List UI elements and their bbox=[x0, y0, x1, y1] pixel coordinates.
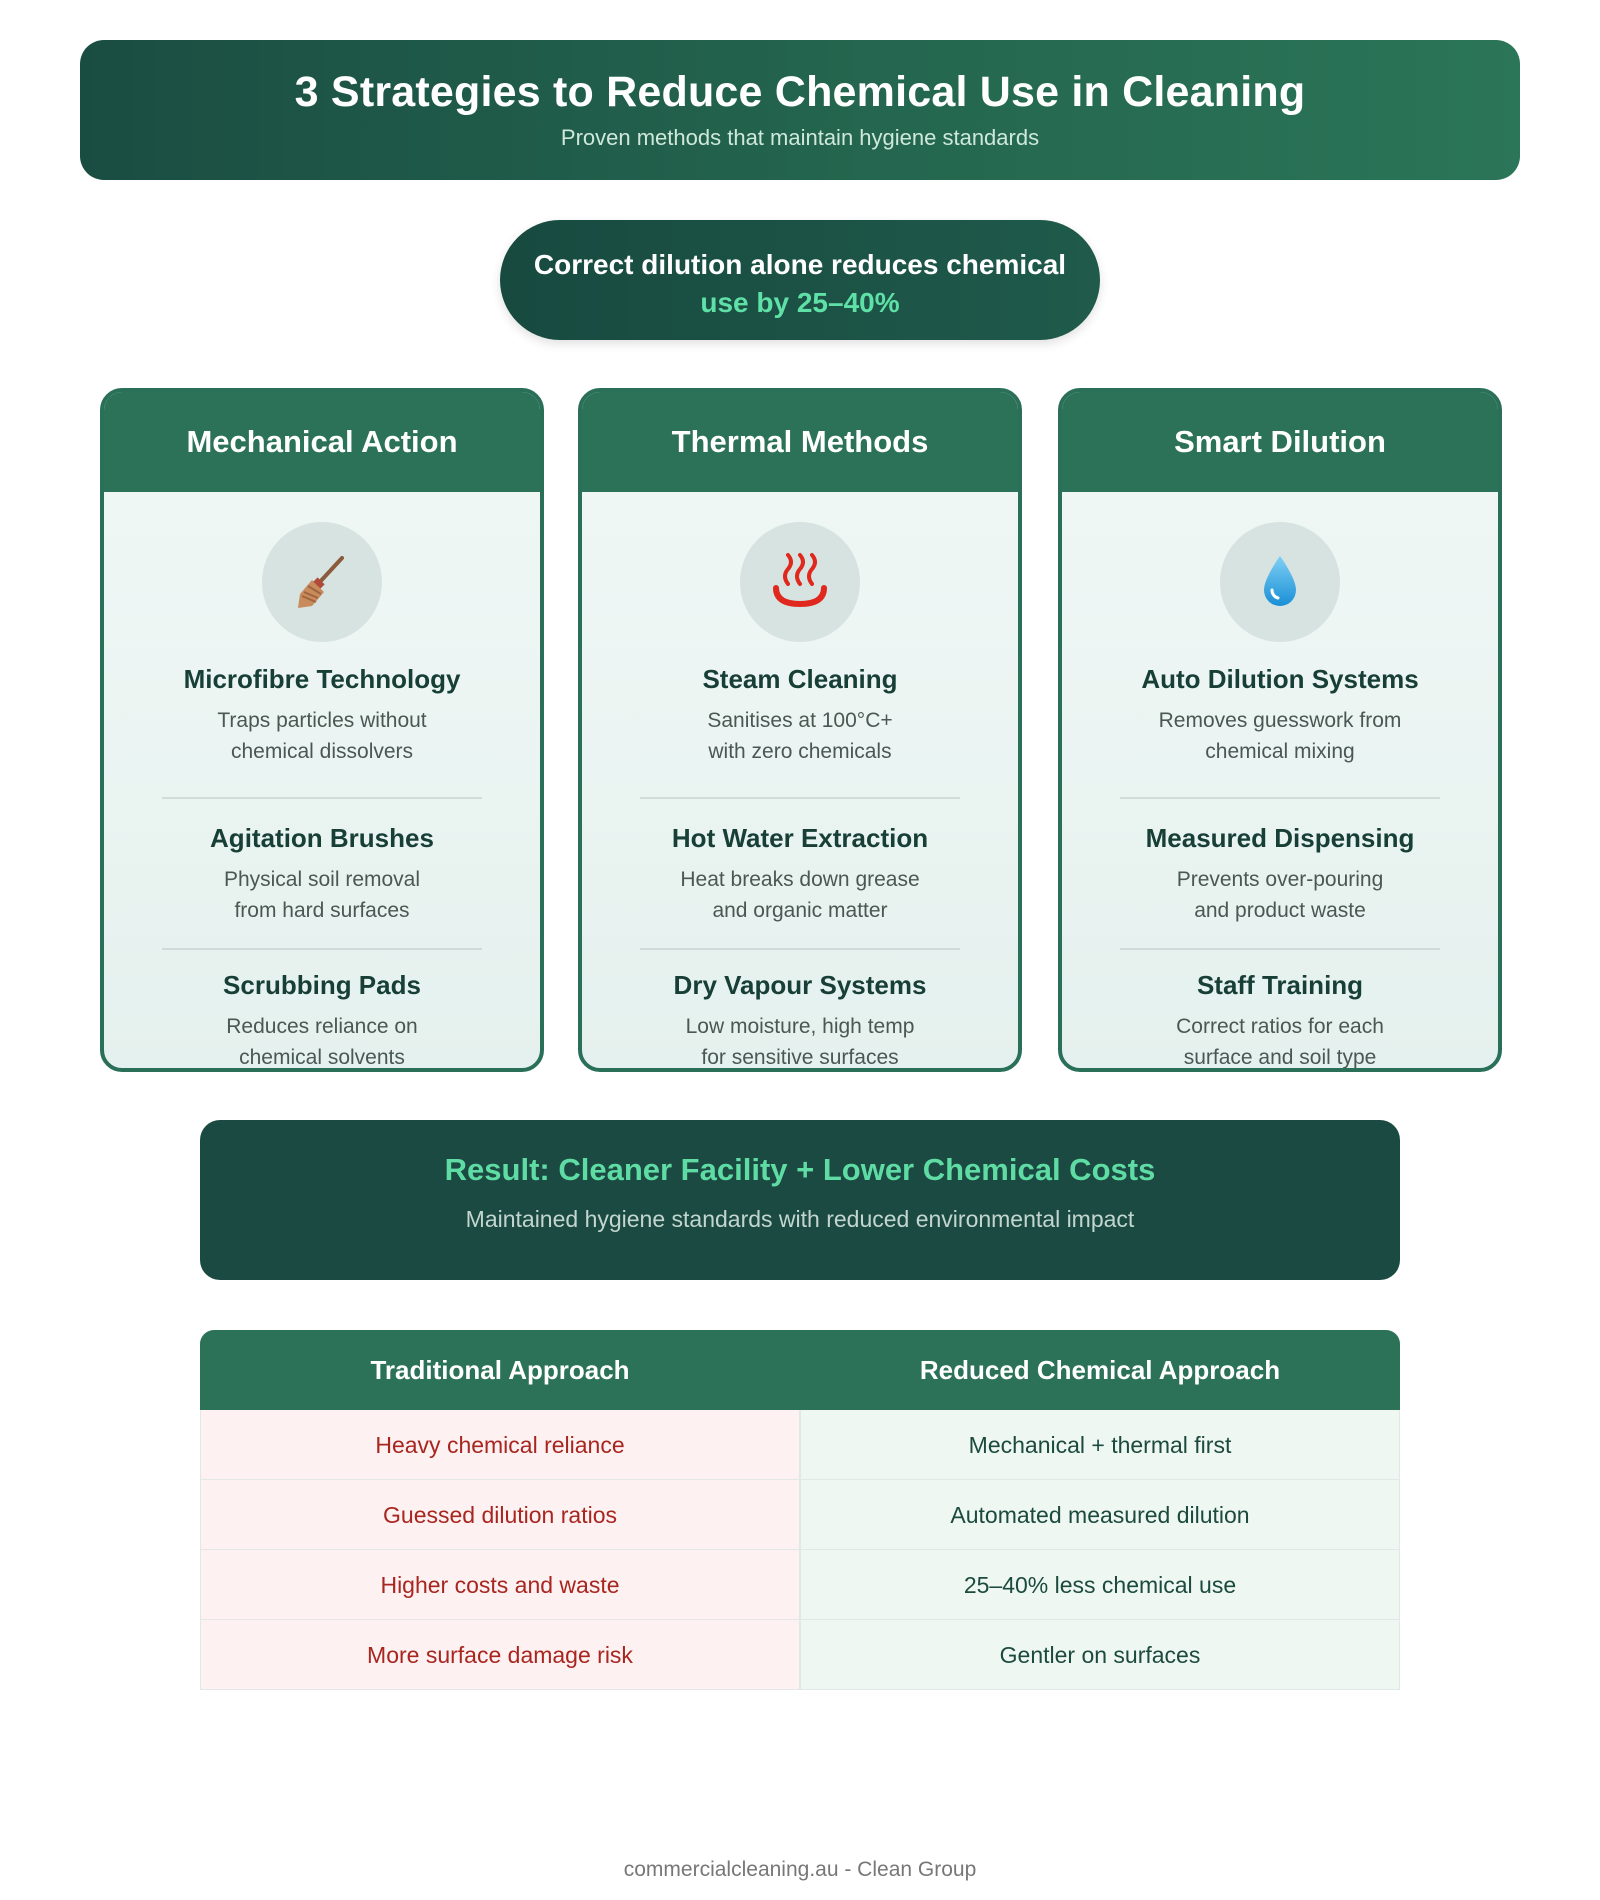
strategy-item bbox=[582, 823, 1018, 926]
traditional-cell: More surface damage risk bbox=[200, 1620, 800, 1690]
traditional-cell: Higher costs and waste bbox=[200, 1550, 800, 1620]
item-title: Agitation Brushes bbox=[210, 823, 434, 853]
highlight-line-1: Correct dilution alone reduces chemical bbox=[533, 249, 1067, 280]
table-row bbox=[200, 1620, 1400, 1690]
card-smart-dilution bbox=[1058, 388, 1502, 1072]
table-row bbox=[200, 1410, 1400, 1480]
table-header bbox=[200, 1330, 1400, 1410]
traditional-cell: Guessed dilution ratios bbox=[200, 1480, 800, 1550]
reduced-cell: Automated measured dilution bbox=[800, 1480, 1400, 1550]
table-row bbox=[200, 1480, 1400, 1550]
card-title: Smart Dilution bbox=[1062, 392, 1498, 492]
item-title: Steam Cleaning bbox=[702, 664, 898, 694]
strategy-item bbox=[582, 970, 1018, 1072]
item-title: Scrubbing Pads bbox=[223, 970, 421, 1000]
column-header-reduced: Reduced Chemical Approach bbox=[919, 1355, 1281, 1385]
card-title: Thermal Methods bbox=[582, 392, 1018, 492]
item-desc: Heat breaks down grease and organic matter bbox=[680, 868, 920, 922]
hot-springs-icon bbox=[740, 522, 860, 642]
item-title: Microfibre Technology bbox=[183, 664, 461, 694]
item-title: Dry Vapour Systems bbox=[673, 970, 927, 1000]
divider bbox=[640, 797, 960, 799]
highlight-pill bbox=[500, 220, 1100, 340]
divider bbox=[162, 797, 482, 799]
footer-credit: commercialcleaning.au - Clean Group bbox=[623, 1858, 977, 1881]
traditional-cell: Heavy chemical reliance bbox=[200, 1410, 800, 1480]
reduced-cell: Gentler on surfaces bbox=[800, 1620, 1400, 1690]
page-title: 3 Strategies to Reduce Chemical Use in Cleaning bbox=[294, 68, 1306, 116]
broom-icon bbox=[262, 522, 382, 642]
divider bbox=[640, 948, 960, 950]
card-thermal-methods bbox=[578, 388, 1022, 1072]
card-title: Mechanical Action bbox=[104, 392, 540, 492]
divider bbox=[1120, 797, 1440, 799]
item-desc: Correct ratios for each surface and soil type bbox=[1176, 1015, 1384, 1069]
strategy-item bbox=[582, 664, 1018, 767]
item-title: Hot Water Extraction bbox=[671, 823, 929, 853]
strategy-item bbox=[1062, 664, 1498, 767]
strategy-item bbox=[104, 664, 540, 767]
page-subtitle: Proven methods that maintain hygiene standards bbox=[560, 125, 1040, 150]
item-title: Staff Training bbox=[1196, 970, 1364, 1000]
result-subtitle: Maintained hygiene standards with reduced environmental impact bbox=[465, 1206, 1135, 1232]
column-header-traditional: Traditional Approach bbox=[370, 1355, 630, 1385]
highlight-line-2: use by 25–40% bbox=[700, 287, 900, 318]
item-desc: Removes guesswork from chemical mixing bbox=[1158, 709, 1402, 763]
divider bbox=[1120, 948, 1440, 950]
strategy-item bbox=[1062, 823, 1498, 926]
card-mechanical-action bbox=[100, 388, 544, 1072]
item-desc: Physical soil removal from hard surfaces bbox=[223, 868, 421, 922]
strategy-item bbox=[104, 970, 540, 1072]
item-desc: Sanitises at 100°C+ with zero chemicals bbox=[707, 709, 893, 763]
item-title: Auto Dilution Systems bbox=[1141, 664, 1419, 694]
item-desc: Prevents over-pouring and product waste bbox=[1176, 868, 1384, 922]
reduced-cell: 25–40% less chemical use bbox=[800, 1550, 1400, 1620]
comparison-table bbox=[200, 1330, 1400, 1690]
divider bbox=[162, 948, 482, 950]
item-desc: Low moisture, high temp for sensitive surfaces bbox=[685, 1015, 915, 1069]
item-desc: Traps particles without chemical dissolvers bbox=[217, 709, 427, 763]
item-title: Measured Dispensing bbox=[1145, 823, 1415, 853]
strategy-item bbox=[104, 823, 540, 926]
result-banner bbox=[200, 1120, 1400, 1280]
strategy-item bbox=[1062, 970, 1498, 1072]
header-banner bbox=[80, 40, 1520, 180]
item-desc: Reduces reliance on chemical solvents bbox=[226, 1015, 418, 1069]
reduced-cell: Mechanical + thermal first bbox=[800, 1410, 1400, 1480]
table-row bbox=[200, 1550, 1400, 1620]
result-title: Result: Cleaner Facility + Lower Chemical Costs bbox=[444, 1152, 1156, 1187]
droplet-icon bbox=[1220, 522, 1340, 642]
